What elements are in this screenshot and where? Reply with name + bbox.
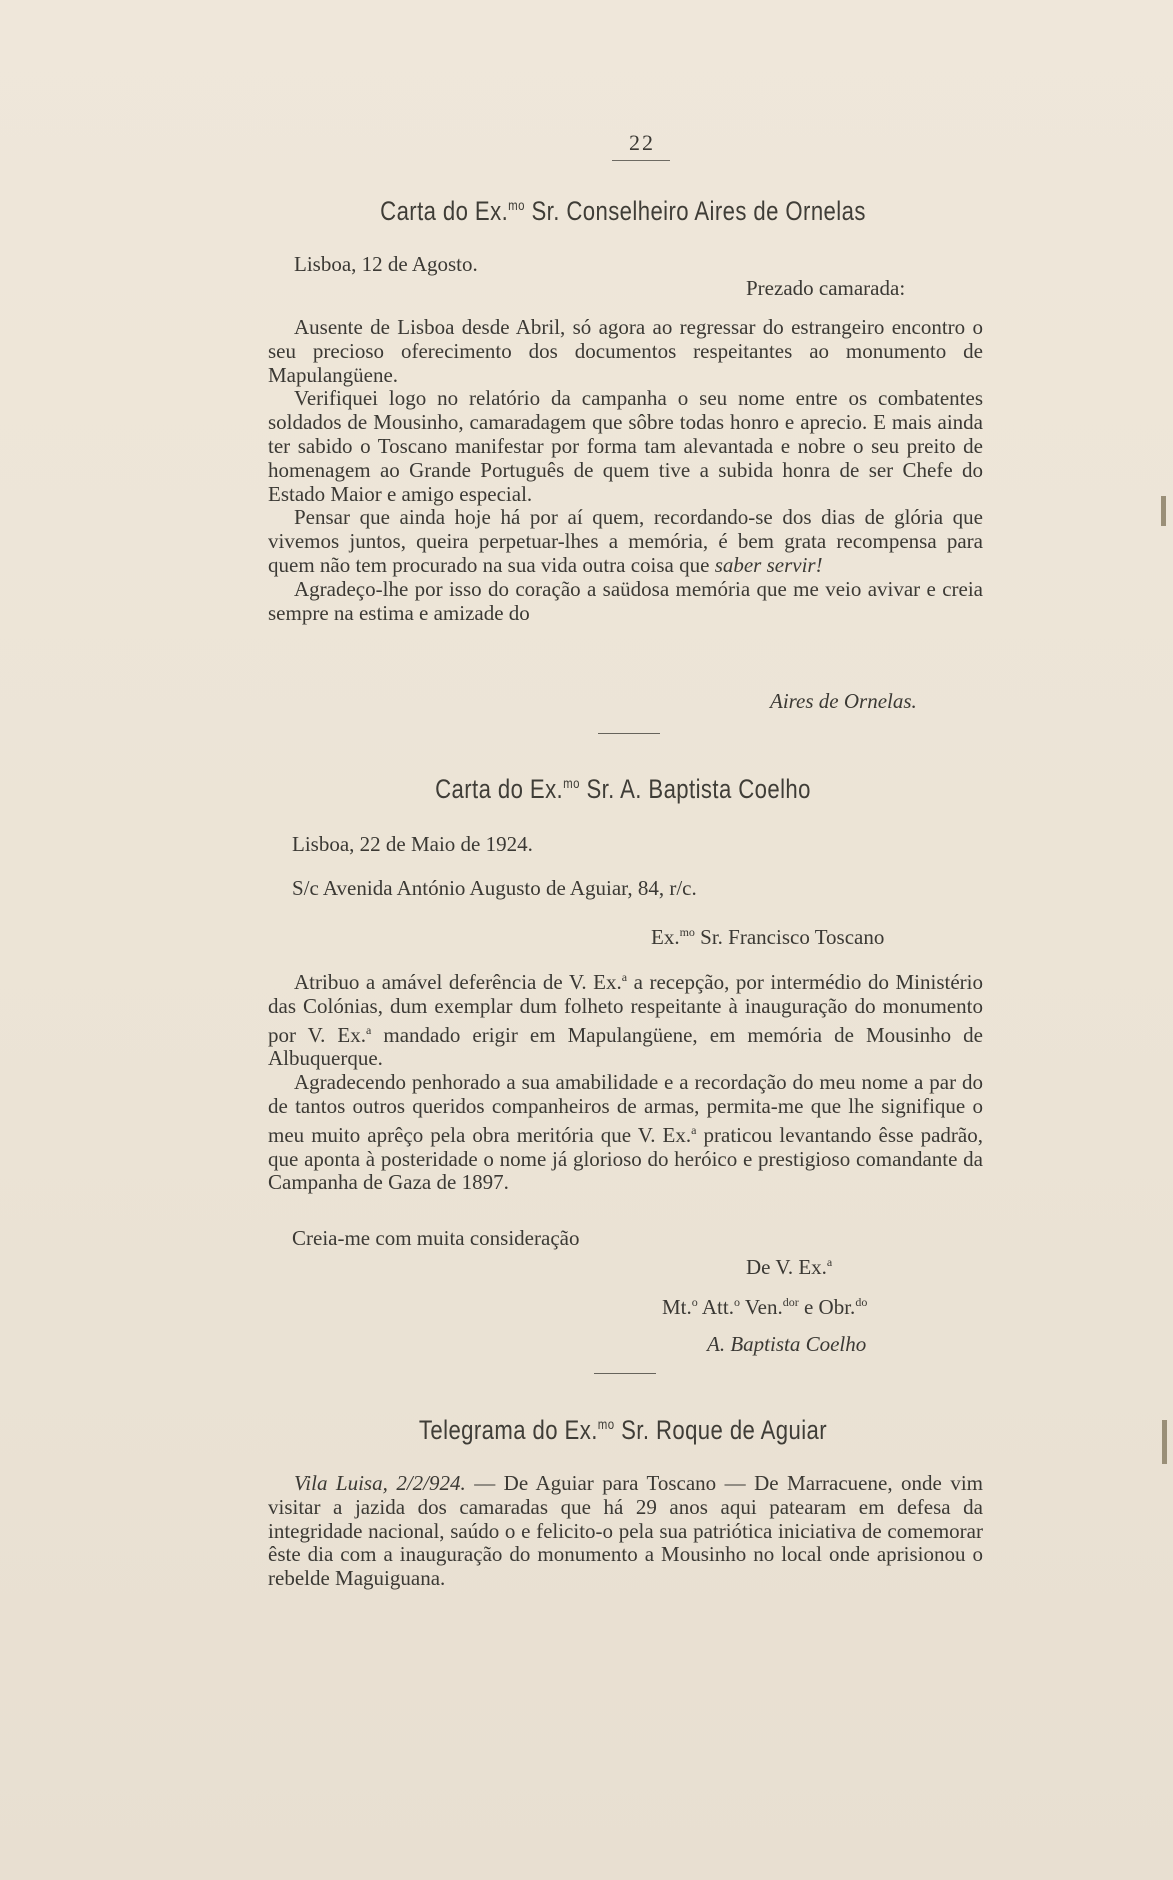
- letter2-addressee: Ex.$^{mo}$ Sr. Francisco Toscano: [651, 925, 885, 949]
- telegram-title: Telegrama do Ex.$^{mo}$ Sr. Roque de Aguiar: [418, 1415, 828, 1445]
- letter1-paragraph: Agradeço-lhe por isso do coração a saüdosa memória que me veio avivar e creia sempre na estima e amizade do: [268, 576, 983, 625]
- telegram-paragraph: Vila Luisa, 2/2/924. — De Aguiar para Toscano — De Marracuene, onde vim visitar a jazida dos camaradas que há 29 anos aqui patearam em defesa da integridade nacional, saúdo o e felicito-o pela sua patriótica iniciativa de comemorar êste dia com a inauguração do monumento a Mousinho no local onde aprisionou o rebelde Maguiguana.: [268, 1471, 983, 1591]
- section-divider: [594, 1373, 656, 1374]
- letter1-place-date: Lisboa, 12 de Agosto.: [294, 252, 478, 276]
- margin-mark: [1161, 496, 1166, 526]
- margin-mark: [1162, 1420, 1167, 1464]
- page-number: 22: [629, 130, 655, 155]
- letter1-signature: Aires de Ornelas.: [770, 689, 917, 713]
- letter2-address: S/c Avenida António Augusto de Aguiar, 84, r/c.: [292, 876, 697, 900]
- telegram-place-date: Vila Luisa, 2/2/924.: [294, 1471, 466, 1495]
- letter1-paragraph: Ausente de Lisboa desde Abril, só agora ao regressar do estrangeiro encontro o seu precioso oferecimento dos documentos respeitantes ao monumento de Mapulangüene.: [268, 315, 983, 387]
- letter1-paragraph: Verifiquei logo no relatório da campanha o seu nome entre os combatentes soldados de Mousinho, camaradagem que sôbre todas honro e aprecio. E mais ainda ter sabido o Toscano manifestar por forma tam alevantada e nobre o seu preito de homenagem ao Grande Português de quem tive a subida honra de ser Chefe do Estado Maior e amigo especial.: [268, 386, 983, 506]
- letter2-body: [268, 966, 983, 1195]
- page-number-rule: [612, 160, 670, 161]
- letter2-closing-3: Mt.$^o$ Att.$^o$ Ven.$^{dor}$ e Obr.$^{do}$: [662, 1295, 868, 1319]
- letter1-title: Carta do Ex.$^{mo}$ Sr. Conselheiro Aires de Ornelas: [380, 196, 866, 226]
- letter2-title: Carta do Ex.$^{mo}$ Sr. A. Baptista Coelho: [435, 774, 811, 804]
- letter2-paragraph: Agradecendo penhorado a sua amabilidade e a recordação do meu nome a par do de tantos outros queridos companheiros de armas, permita-me que lhe signifique o meu muito aprêço pela obra meritória que V. Ex.$^a$ praticou levantando êsse padrão, que aponta à posteridade o nome já glorioso do heróico e prestigioso comandante da Campanha de Gaza de 1897.: [268, 1070, 983, 1195]
- letter2-signature: A. Baptista Coelho: [707, 1332, 867, 1356]
- section-divider: [598, 733, 660, 734]
- letter1-salutation: Prezado camarada:: [746, 276, 906, 300]
- letter2-paragraph: Atribuo a amável deferência de V. Ex.$^a$ a recepção, por intermédio do Ministério das Colónias, dum exemplar dum folheto respeitante à inauguração do monumento por V. Ex.$^a$ mandado erigir em Mapulangüene, em memória de Mousinho de Albuquerque.: [268, 970, 983, 1071]
- letter2-place-date: Lisboa, 22 de Maio de 1924.: [292, 832, 533, 856]
- letter2-closing: Creia-me com muita consideração: [292, 1226, 580, 1250]
- letter1-emphasis: saber servir!: [714, 552, 823, 577]
- letter1-paragraph: Pensar que ainda hoje há por aí quem, recordando-se dos dias de glória que vivemos juntos, queira perpetuar-lhes a memória, é bem grata recompensa para quem não tem procurado na sua vida outra coisa que saber servir!: [268, 505, 983, 577]
- letter2-closing-2: De V. Ex.$^a$: [746, 1255, 833, 1279]
- letter1-body: [268, 316, 983, 625]
- telegram-body: [268, 1472, 983, 1591]
